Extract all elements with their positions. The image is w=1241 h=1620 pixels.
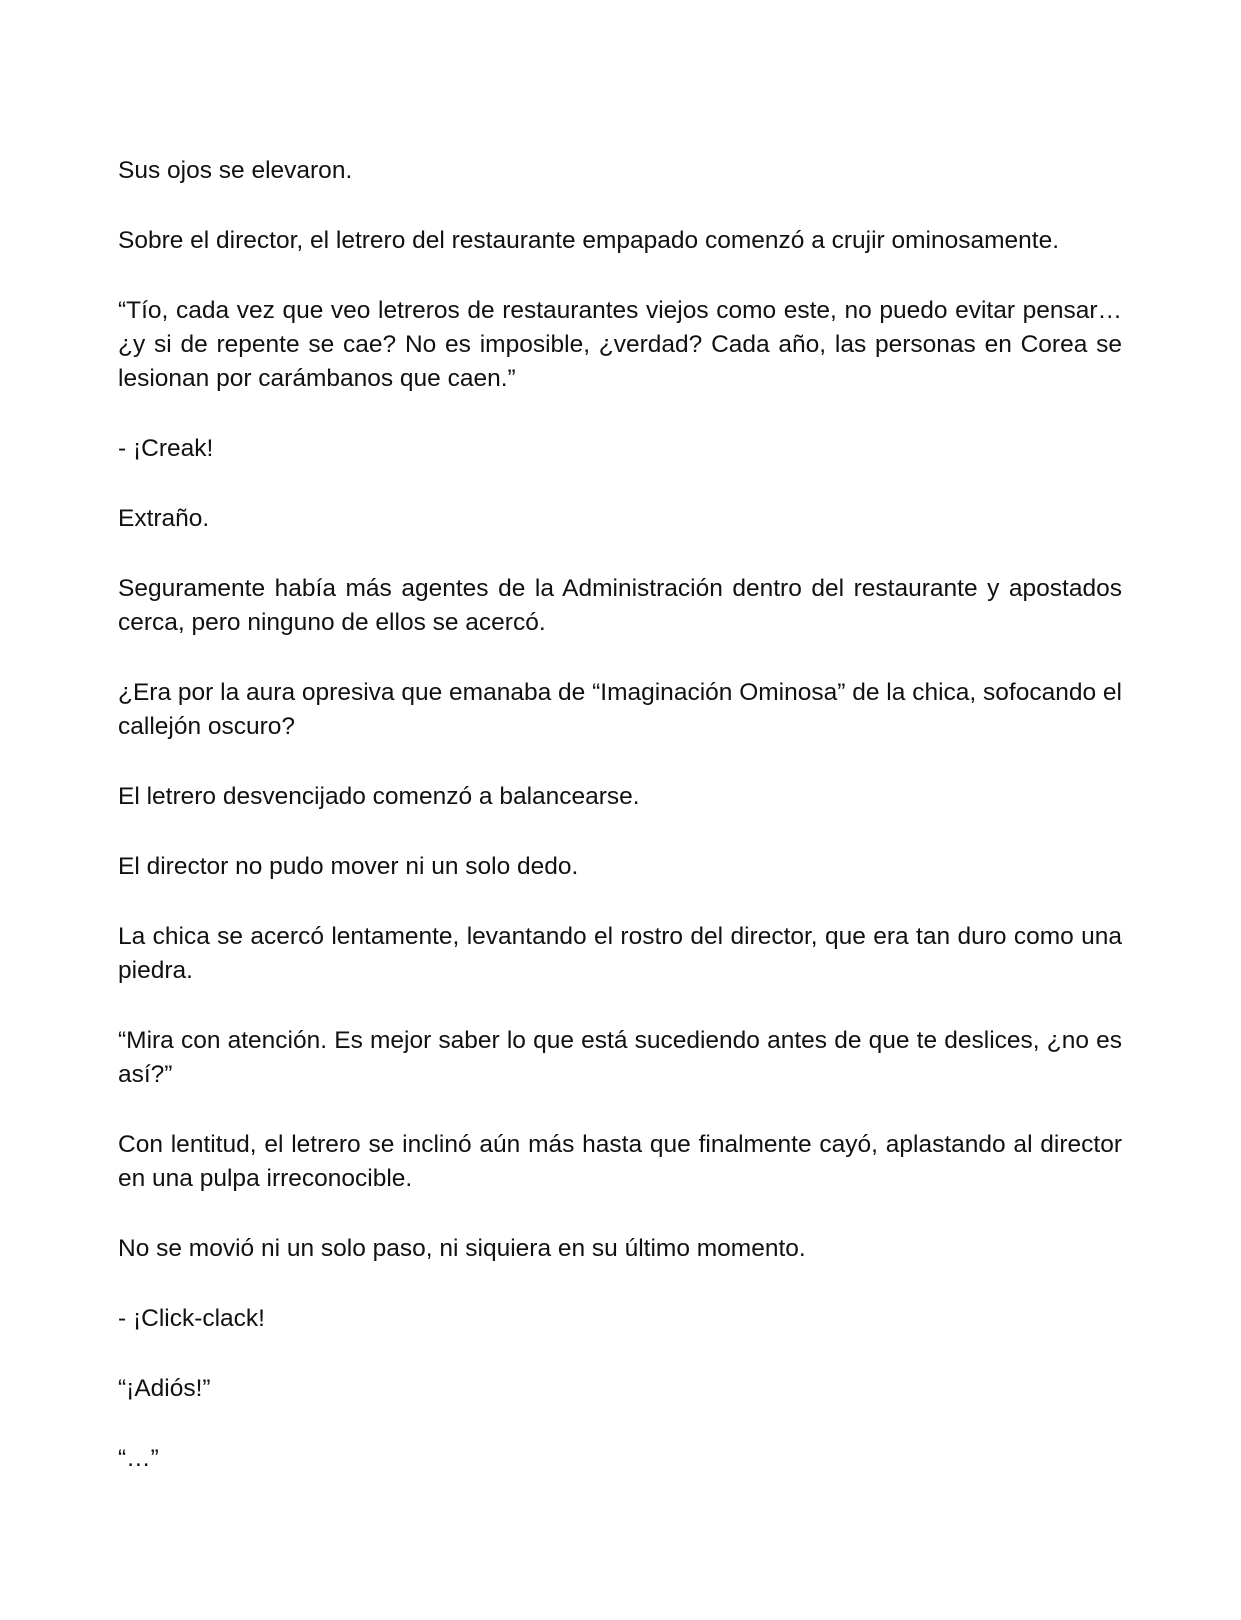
paragraph: “Tío, cada vez que veo letreros de restaurantes viejos como este, no puedo evitar pensar… ¿y si de repente se cae? No es imposible, ¿verdad? Cada año, las personas en Corea se lesionan por carámbanos que caen.” — [118, 297, 1122, 392]
paragraph: “Mira con atención. Es mejor saber lo que está sucediendo antes de que te deslices, ¿no es así?” — [118, 1027, 1122, 1088]
paragraph: Seguramente había más agentes de la Administración dentro del restaurante y apostados cerca, pero ninguno de ellos se acercó. — [118, 575, 1122, 636]
paragraph: - ¡Click-clack! — [118, 1305, 265, 1332]
paragraph: “…” — [118, 1445, 159, 1472]
paragraph: ¿Era por la aura opresiva que emanaba de “Imaginación Ominosa” de la chica, sofocando el callejón oscuro? — [118, 679, 1122, 740]
paragraph: El director no pudo mover ni un solo dedo. — [118, 853, 579, 880]
paragraph: Extraño. — [118, 505, 210, 532]
paragraph: Con lentitud, el letrero se inclinó aún más hasta que finalmente cayó, aplastando al director en una pulpa irreconocible. — [118, 1131, 1122, 1192]
paragraph: Sobre el director, el letrero del restaurante empapado comenzó a crujir ominosamente. — [118, 227, 1060, 254]
paragraph: La chica se acercó lentamente, levantando el rostro del director, que era tan duro como una piedra. — [118, 923, 1122, 984]
paragraph: “¡Adiós!” — [118, 1375, 211, 1402]
paragraph: - ¡Creak! — [118, 435, 214, 462]
paragraph: No se movió ni un solo paso, ni siquiera en su último momento. — [118, 1235, 806, 1262]
paragraph: El letrero desvencijado comenzó a balancearse. — [118, 783, 640, 810]
document-body — [118, 154, 1122, 1512]
paragraph: Sus ojos se elevaron. — [118, 157, 353, 184]
